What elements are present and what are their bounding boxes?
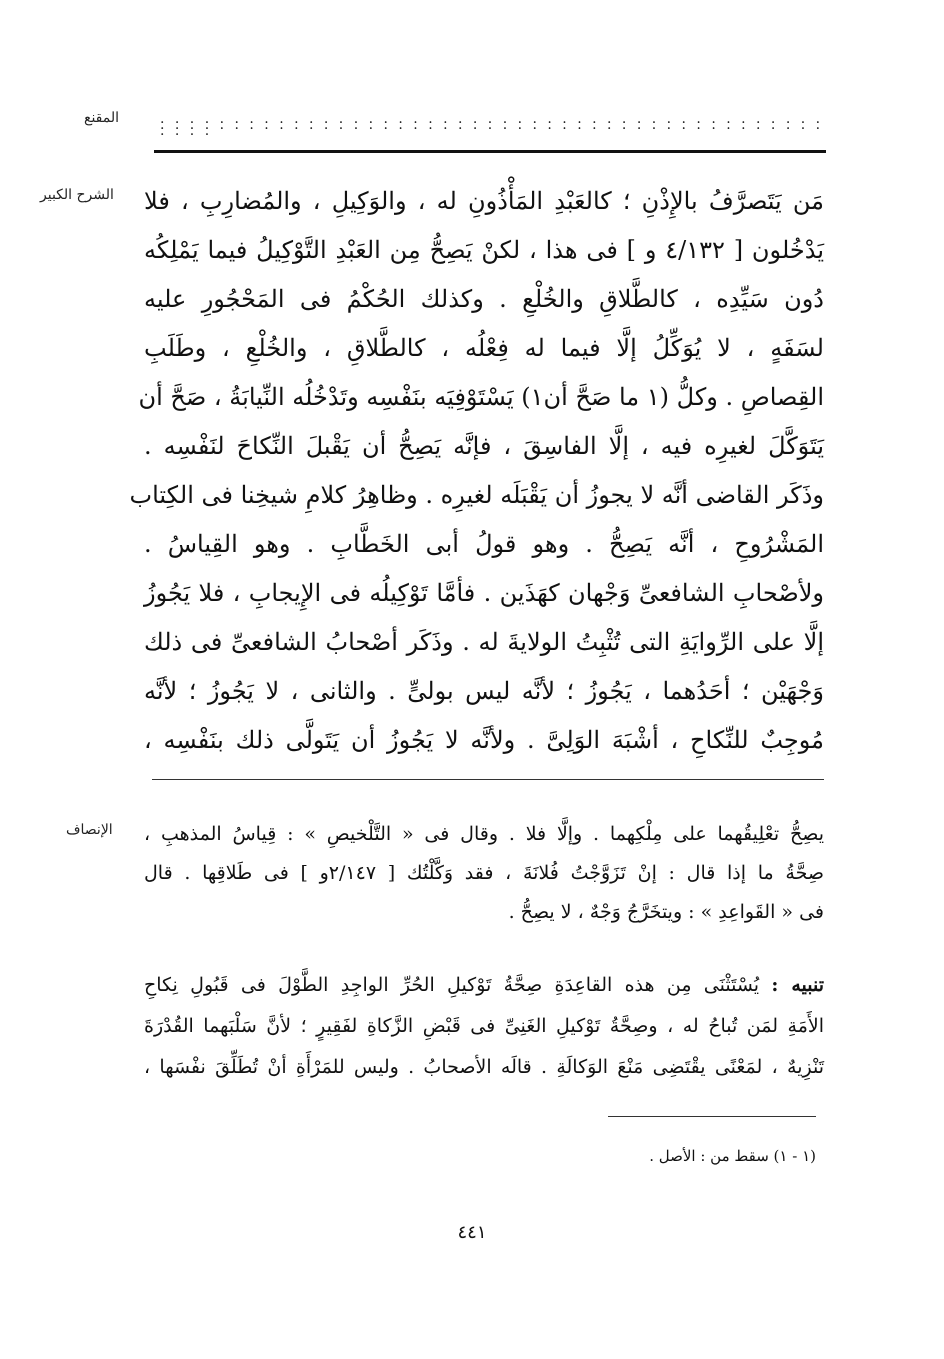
sharh-line: ولأصْحابِ الشافعىِّ وَجْهان كهَذَين . فأمَّا تَوْكِيلُه فى الإِيجابِ ، فلا يَجُوزُ	[144, 579, 824, 607]
insaf-line: فى « القَواعِدِ » : ويتخَرَّجُ وَجْهٌ ، لا يصِحُّ .	[508, 901, 824, 923]
sharh-line: يَتَوَكَّلَ لغيرِه فيه ، إلَّا الفاسِقَ ، فإنَّه يَصِحُّ أن يَقْبلَ النِّكاحَ لنَفْسِه .	[144, 432, 824, 460]
header-rule	[154, 150, 826, 153]
sharh-section-label: الشرح الكبير	[40, 187, 114, 203]
insaf-line: صِحَّةُ ما إذا قال : إنْ تَزَوَّجْتُ فُلانَةَ ، فقد وَكَّلْتُك [ ٢/١٤٧و ] فى طَلاقِها . قال	[144, 862, 824, 884]
insaf-section-label: الإنصاف	[66, 822, 113, 838]
sharh-line: دُون سَيِّدِه ، كالطَّلاقِ والخُلْعِ . وكذلك الحُكْمُ فى المَحْجُورِ عليه	[144, 285, 824, 313]
sharh-line: وَجْهَيْن ؛ أحَدُهما ، يَجُوزُ ؛ لأنَّه ليس بولىٍّ . والثانى ، لا يَجُوزُ ؛ لأنَّه	[144, 677, 824, 705]
footnote: (١ - ١) سقط من : الأصل .	[649, 1147, 816, 1165]
tanbih-line	[144, 966, 824, 1004]
sharh-line: لسَفَهٍ ، لا يُوَكِّلُ إلَّا فيما له فِعْلُه ، كالطَّلاقِ ، والخُلْعِ ، وطَلَبِ	[144, 334, 824, 362]
tanbih-label: تنبيه :	[771, 974, 825, 996]
page-number: ٤٤١	[457, 1222, 487, 1243]
sharh-line: القِصاصِ . وكلُّ (١ ما صَحَّ أن١) يَسْتَوْفِيَه بنَفْسِه وتَدْخُلُه النِّيابَةُ ، صَحَّ أن	[138, 383, 824, 411]
sharh-line: مَن يَتَصرَّفُ بالإِذْنِ ؛ كالعَبْدِ المَأْذُونِ له ، والوَكِيلِ ، والمُضارِبِ ، فلا	[144, 187, 824, 215]
tanbih-line: تَنْزِيهٌ ، لمَعْنًى يقْتَضِى مَنْعَ الوَكالَةِ . قالَه الأصحابُ . وليس للمَرْأَةِ أنْ تُطَلِّقَ نفْسَها ،	[144, 1056, 824, 1078]
tanbih-text: يُسْتَثْنَى مِن هذه القاعِدَةِ صِحَّةُ تَوْكيلِ الحُرِّ الواجِدِ الطَّوْلَ فى قَبُولِ نِكاحِ	[144, 974, 760, 996]
section-divider	[152, 779, 824, 780]
header-dotted-rule: . . . . . . . . . . . . . . . . . . . . . . . . . . . . . . . . . . . . . . . . . . . . . . . . . . . . . . . . . . . . . . . . . . . . . . . . . . . . . . . . . . . . . . . . . . . . . .	[160, 111, 824, 139]
running-header-label: المقنع	[84, 110, 120, 126]
sharh-line: وذَكَر القاضى أنَّه لا يجوزُ أن يَقْبَلَه لغيرِه . وظاهِرُ كلامِ شيخِنا فى الكِتاب	[129, 481, 824, 509]
sharh-line: مُوجِبٌ للنِّكاحِ ، أشْبَهَ الوَلِىَّ . ولأنَّه لا يَجُوزُ أن يَتَولَّى ذلك بنَفْسِه ،	[144, 726, 824, 754]
sharh-line: إلَّا على الرِّوايَةِ التى تُثْبِتُ الولايةَ له . وذَكَر أصْحابُ الشافعىِّ فى ذلك	[144, 628, 824, 656]
footnote-divider	[608, 1116, 816, 1117]
insaf-line: يصِحُّ تعْلِيقُهما على مِلْكِهما . وإلَّا فلا . وقال فى « التَّلْخيصِ » : قِياسُ المذهبِ ،	[144, 823, 824, 845]
sharh-line: المَشْرُوحِ ، أنَّه يَصِحُّ . وهو قولُ أبى الخَطَّابِ . وهو القِياسُ .	[144, 530, 824, 558]
sharh-line: يَدْخُلون [ ٤/١٣٢ و ] فى هذا ، لكنْ يَصِحُّ مِن العَبْدِ التَّوْكِيلُ فيما يَمْلِكُه	[144, 236, 825, 264]
tanbih-line: الأَمَةِ لمَن تُباحُ له ، وصِحَّةُ تَوْكيلِ الغَنِىِّ فى قَبْضِ الزَّكاةِ لفَقِيرٍ ؛ لأنَّ سَلْبَهما القُدْرَةَ	[144, 1015, 824, 1037]
